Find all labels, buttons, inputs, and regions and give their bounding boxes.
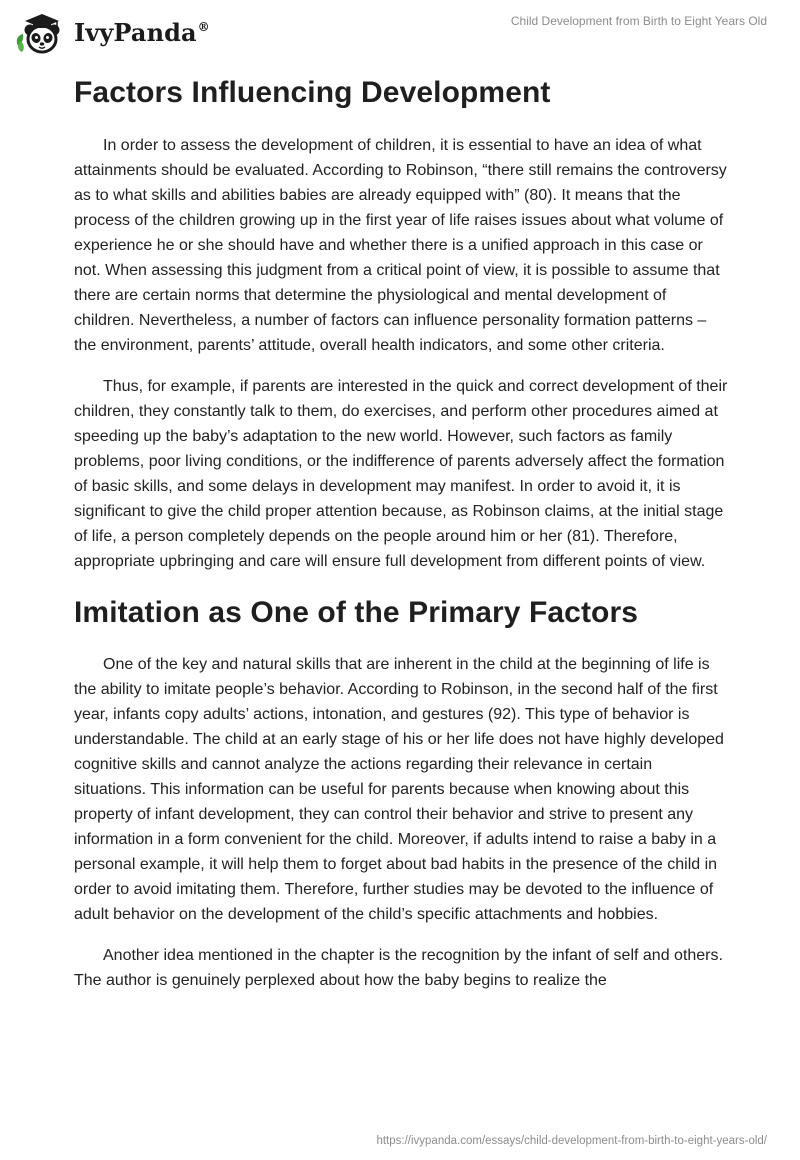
source-url[interactable]: https://ivypanda.com/essays/child-development-from-birth-to-eight-years-old/ [376, 1135, 767, 1147]
page-header [0, 0, 800, 70]
registered-mark: ® [197, 19, 210, 34]
essay-content [74, 72, 728, 1009]
section-heading: Imitation as One of the Primary Factors [74, 596, 639, 629]
document-title: Child Development from Birth to Eight Years Old [510, 14, 767, 28]
section-heading: Factors Influencing Development [74, 76, 551, 109]
ivypanda-logo[interactable] [14, 10, 210, 56]
paragraph: Thus, for example, if parents are interested in the quick and correct development of their children, they constantly talk to them, do exercises, and perform other procedures aimed at speeding up the baby’s adaptation to the new world. However, such factors as family problems, poor living conditions, or the indifference of parents adversely affect the formation of basic skills, and some delays in development may manifest. In order to avoid it, it is significant to give the child proper attention because, as Robinson claims, at the initial stage of life, a person completely depends on the people around him or her (81). Therefore, appropriate upbringing and care will ensure full development from different points of view. [74, 378, 728, 570]
paragraph: In order to assess the development of children, it is essential to have an idea of what attainments should be evaluated. According to Robinson, “there still remains the controversy as to what skills and abilities babies are already equipped with” (80). It means that the process of the children growing up in the first year of life raises issues about what volume of experience he or she should have and whether there is a unified approach in this case or not. When assessing this judgment from a critical point of view, it is possible to assume that there are certain norms that determine the physiological and mental development of children. Nevertheless, a number of factors can influence personality formation patterns – the environment, parents’ attitude, overall health indicators, and some other criteria. [74, 137, 727, 354]
panda-graduate-icon [14, 10, 68, 56]
brand-name: IvyPanda® [74, 17, 210, 47]
paragraph: One of the key and natural skills that are inherent in the child at the beginning of life is the ability to imitate people’s behavior. According to Robinson, in the second half of the first year, infants copy adults’ actions, intonation, and gestures (92). This type of behavior is understandable. The child at an early stage of his or her life does not have highly developed cognitive skills and cannot analyze the actions regarding their relevance in certain situations. This information can be useful for parents because when knowing about this property of infant development, they can control their behavior and strive to present any information in a form convenient for the child. Moreover, if adults intend to raise a baby in a personal example, it will help them to forget about bad habits in the presence of the child in order to avoid imitating them. Therefore, further studies may be devoted to the influence of adult behavior on the development of the child’s specific attachments and hobbies. [74, 656, 724, 923]
paragraph: Another idea mentioned in the chapter is the recognition by the infant of self and others. The author is genuinely perplexed about how the baby begins to realize the [74, 947, 723, 989]
